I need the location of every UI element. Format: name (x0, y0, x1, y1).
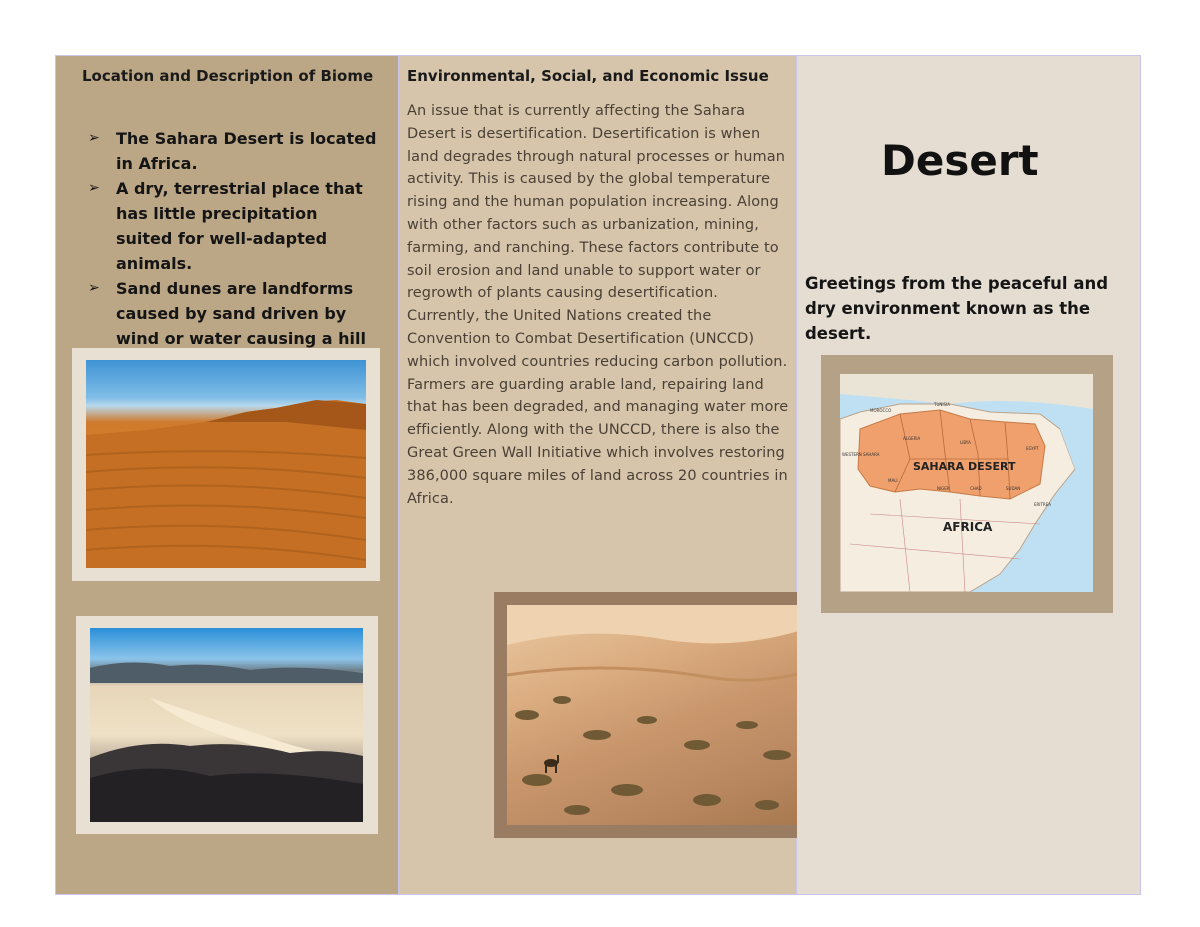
map-country-label: MALI (888, 478, 898, 483)
greeting-text: Greetings from the peaceful and dry environment known as the desert. (805, 274, 1109, 343)
dune-photo-frame (72, 348, 380, 581)
grass-tufts (507, 605, 802, 825)
issue-body-text: An issue that is currently affecting the Sahara Desert is desertification. Desertification is when land degrades through natural processes or human activity. This is caused by the global temperature rising and the human population increasing. Along with other factors such as urbanization, mining, farming, and ranching. These factors contribute to soil erosion and land unable to support water or regrowth of plants causing desertification. Currently, the United Nations created the Convention to Combat Desertification (UNCCD) which involved countries reducing carbon pollution. Farmers are guarding arable land, repairing land that has been degraded, and managing water more efficiently. Along with the UNCCD, there is also the Great Green Wall Initiative which involves restoring 386,000 square miles of land across 20 countries in Africa. (407, 103, 789, 507)
camel-shape (544, 755, 559, 773)
aerial-terrain (90, 628, 363, 822)
sahara-map (840, 374, 1093, 592)
map-frame (821, 355, 1113, 613)
issue-heading: Environmental, Social, and Economic Issue (407, 67, 769, 85)
dune-silhouette (86, 360, 366, 568)
map-country-label: ERITREA (1034, 502, 1051, 507)
panel-location (56, 56, 399, 894)
arrow-bullet-icon: ➢ (88, 180, 100, 196)
bullet-item: ➢ A dry, terrestrial place that has little precipitation suited for well-adapted animals. (88, 176, 378, 276)
location-heading: Location and Description of Biome (82, 67, 374, 85)
panel-issue (399, 56, 797, 894)
aerial-desert-photo (90, 628, 363, 822)
map-continent-label: AFRICA (943, 520, 993, 534)
grassy-dunes-photo (507, 605, 802, 825)
map-country-label: SUDAN (1006, 486, 1021, 491)
page-title: Desert (881, 136, 1039, 185)
panel-cover (797, 56, 1140, 894)
map-main-label: SAHARA DESERT (913, 460, 1016, 473)
biome-bullet-list (88, 126, 378, 376)
map-country-label: TUNISIA (934, 402, 950, 407)
map-country-label: NIGER (937, 486, 950, 491)
bullet-item: ➢ Sand dunes are landforms caused by sand driven by wind or water causing a hill (88, 276, 378, 376)
arrow-bullet-icon: ➢ (88, 280, 100, 296)
aerial-desert-photo-frame (76, 616, 378, 834)
africa-map-graphic (840, 374, 1093, 592)
orange-dunes-photo (86, 360, 366, 568)
grassy-dunes-photo-frame (494, 592, 816, 838)
map-country-label: MOROCCO (870, 408, 892, 413)
brochure (55, 55, 1141, 895)
bullet-item: ➢ The Sahara Desert is located in Africa. (88, 126, 378, 176)
arrow-bullet-icon: ➢ (88, 130, 100, 146)
map-country-label: ALGERIA (903, 436, 921, 441)
map-country-label: CHAD (970, 486, 982, 491)
map-country-label: EGYPT (1026, 446, 1039, 451)
map-country-label: LIBYA (960, 440, 971, 445)
map-country-label: WESTERN SAHARA (842, 452, 880, 457)
